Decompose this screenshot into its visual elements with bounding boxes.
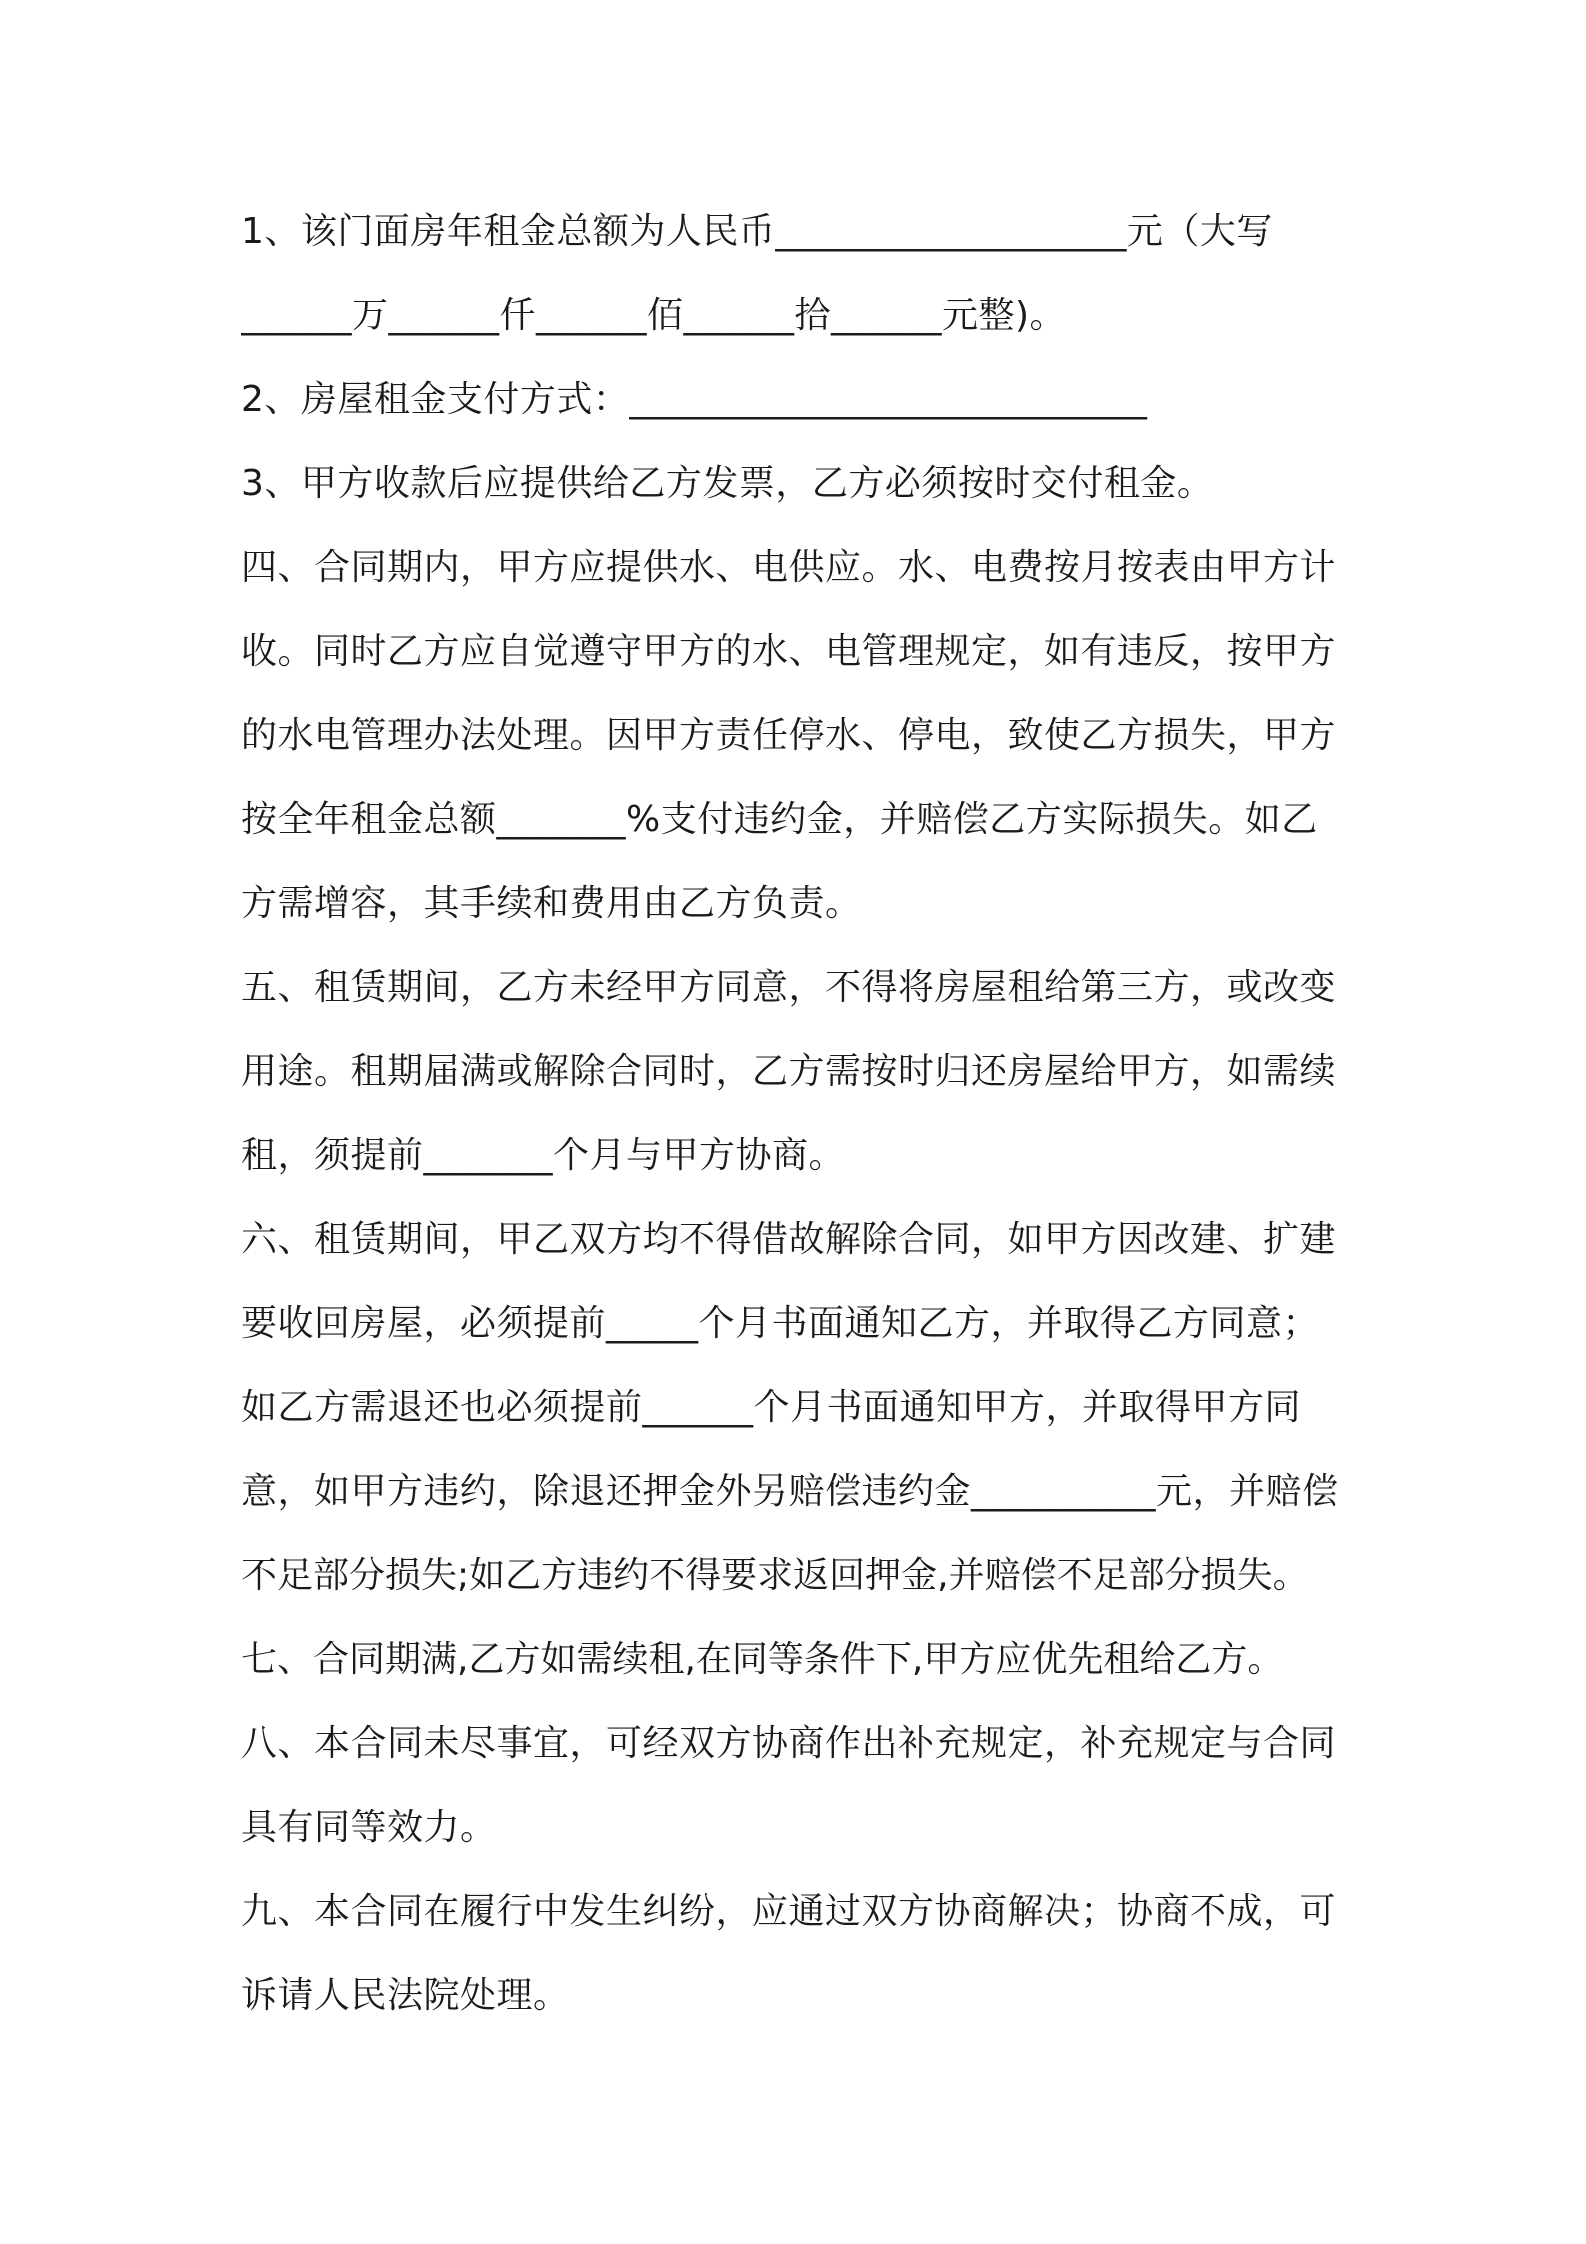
text-line: 七、合同期满,乙方如需续租,在同等条件下,甲方应优先租给乙方。 (241, 1639, 1284, 1680)
text-line: 九、本合同在履行中发生纠纷，应通过双方协商解决；协商不成，可 (241, 1891, 1337, 1932)
text-line: 如乙方需退还也必须提前______个月书面通知甲方，并取得甲方同 (241, 1387, 1302, 1428)
text-line: 按全年租金总额_______%支付违约金，并赔偿乙方实际损失。如乙 (241, 799, 1318, 840)
text-line: 四、合同期内，甲方应提供水、电供应。水、电费按月按表由甲方计 (241, 547, 1337, 588)
text-line: 要收回房屋，必须提前_____个月书面通知乙方，并取得乙方同意； (241, 1303, 1320, 1344)
text-line: 六、租赁期间，甲乙双方均不得借故解除合同，如甲方因改建、扩建 (241, 1219, 1337, 1260)
text-line: 1、该门面房年租金总额为人民币___________________元（大写 (241, 211, 1273, 252)
text-line: 收。同时乙方应自觉遵守甲方的水、电管理规定，如有违反，按甲方 (241, 631, 1337, 672)
text-line: ______万______仟______佰______拾______元整)。 (241, 295, 1067, 336)
text-line: 不足部分损失;如乙方违约不得要求返回押金,并赔偿不足部分损失。 (241, 1555, 1309, 1596)
text-line: 用途。租期届满或解除合同时，乙方需按时归还房屋给甲方，如需续 (241, 1051, 1337, 1092)
text-line: 租，须提前_______个月与甲方协商。 (241, 1135, 846, 1176)
text-line: 方需增容，其手续和费用由乙方负责。 (241, 883, 862, 924)
text-line: 八、本合同未尽事宜，可经双方协商作出补充规定，补充规定与合同 (241, 1723, 1337, 1764)
text-line: 诉请人民法院处理。 (241, 1975, 570, 2016)
text-line: 3、甲方收款后应提供给乙方发票，乙方必须按时交付租金。 (241, 463, 1214, 504)
text-line: 2、房屋租金支付方式：____________________________ (241, 379, 1148, 420)
text-line: 具有同等效力。 (241, 1807, 497, 1848)
text-line: 的水电管理办法处理。因甲方责任停水、停电，致使乙方损失，甲方 (241, 715, 1337, 756)
contract-body (241, 190, 1346, 2038)
text-line: 意，如甲方违约，除退还押金外另赔偿违约金__________元，并赔偿 (241, 1471, 1339, 1512)
text-line: 五、租赁期间，乙方未经甲方同意，不得将房屋租给第三方，或改变 (241, 967, 1337, 1008)
